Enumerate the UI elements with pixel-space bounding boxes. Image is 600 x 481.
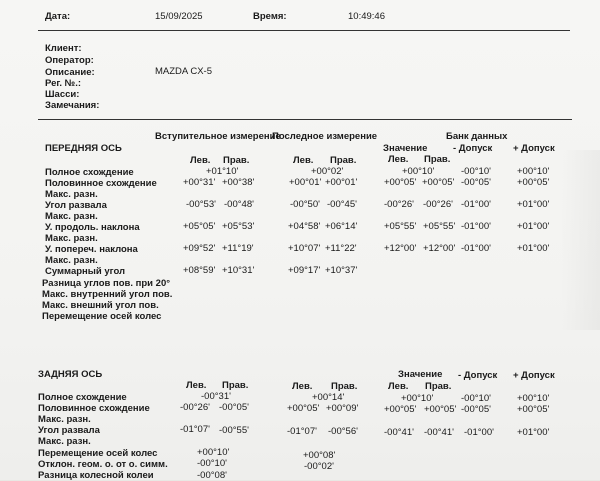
rear-total-toe-init: -00°31' [201, 391, 231, 402]
info-divider [38, 119, 572, 120]
remarks-label: Замечания: [45, 100, 100, 111]
front-db-minus-heading: - Допуск [453, 143, 493, 154]
front-half-toe-label: Половинное схождение [45, 178, 157, 189]
front-max-diff-label: Макс. разн. [45, 255, 98, 266]
front-camber-db-plus: +01°00' [517, 199, 550, 210]
front-caster-init-left: +05°05' [183, 221, 216, 232]
rear-db-right-heading: Прав. [425, 381, 452, 392]
reg-no-label: Рег. №.: [45, 78, 82, 89]
rear-half-toe-db-left: +00°05' [384, 404, 417, 415]
front-max-diff-label: Макс. разн. [45, 211, 98, 222]
front-half-toe-last-left: +00°01' [289, 177, 322, 188]
front-camber-init-right: -00°48' [224, 199, 254, 210]
front-axle-offset-label: Перемещение осей колес [42, 311, 162, 322]
rear-half-toe-init-right: -00°05' [219, 402, 249, 413]
rear-half-toe-label: Половинное схождение [38, 403, 150, 414]
front-max-diff-label: Макс. разн. [45, 189, 98, 200]
front-total-toe-db-plus: +00°10' [517, 166, 550, 177]
rear-camber-last-left: -01°07' [287, 426, 317, 437]
front-toe-out-turns-label: Разница углов пов. при 20° [42, 278, 171, 289]
front-init-left-heading: Лев. [190, 155, 211, 166]
front-included-init-right: +10°31' [222, 265, 255, 276]
rear-wheelbase-diff-init: -00°08' [197, 470, 227, 481]
rear-half-toe-db-minus: -00°05' [461, 404, 491, 415]
time-label: Время: [253, 11, 287, 22]
front-included-init-left: +08°59' [183, 265, 216, 276]
rear-thrust-angle-last: -00°02' [304, 461, 334, 472]
front-sai-last-right: +11°22' [325, 243, 357, 254]
front-half-toe-last-right: +00°01' [325, 177, 358, 188]
client-label: Клиент: [45, 43, 82, 54]
rear-db-minus-heading: - Допуск [458, 370, 498, 381]
front-caster-db-plus: +01°00' [517, 221, 550, 232]
front-total-toe-db-value: +00°10' [402, 166, 435, 177]
front-caster-db-minus: -01°00' [461, 221, 491, 232]
time-value: 10:49:46 [348, 11, 385, 22]
front-sai-db-minus: -01°00' [461, 243, 491, 254]
rear-axle-offset-last: +00°08' [303, 450, 336, 461]
front-sai-db-plus: +01°00' [517, 243, 550, 254]
header-divider [38, 30, 570, 31]
front-camber-db-minus: -01°00' [461, 199, 491, 210]
front-sai-db-left: +12°00' [384, 243, 417, 254]
rear-thrust-angle-init: -00°10' [197, 458, 227, 469]
rear-total-toe-db-plus: +00°10' [517, 393, 550, 404]
rear-max-diff-label: Макс. разн. [38, 414, 91, 425]
rear-axle-offset-label: Перемещение осей колес [38, 448, 158, 459]
rear-db-left-heading: Лев. [388, 381, 409, 392]
rear-thrust-angle-label: Отклон. геом. о. от о. симм. [38, 459, 168, 470]
front-db-left-heading: Лев. [388, 154, 409, 165]
front-camber-last-right: -00°45' [327, 199, 357, 210]
front-last-left-heading: Лев. [293, 155, 314, 166]
front-camber-label: Угол развала [45, 200, 107, 211]
front-last-right-heading: Прав. [330, 155, 357, 166]
date-label: Дата: [45, 11, 71, 22]
front-db-right-heading: Прав. [424, 154, 451, 165]
rear-half-toe-last-left: +00°05' [287, 403, 320, 414]
description-value: MAZDA CX-5 [155, 66, 213, 77]
front-half-toe-db-minus: -00°05' [461, 177, 491, 188]
front-axle-heading: ПЕРЕДНЯЯ ОСЬ [45, 143, 122, 154]
front-half-toe-db-left: +00°05' [384, 177, 417, 188]
front-caster-last-right: +06°14' [325, 221, 358, 232]
rear-half-toe-last-right: +00°09' [326, 403, 359, 414]
rear-camber-db-minus: -01°00' [464, 427, 494, 438]
rear-total-toe-label: Полное схождение [38, 392, 127, 403]
rear-half-toe-db-right: +00°05' [424, 404, 457, 415]
rear-axle-heading: ЗАДНЯЯ ОСЬ [38, 369, 103, 380]
rear-camber-db-plus: +01°00' [517, 427, 550, 438]
front-max-diff-label: Макс. разн. [45, 233, 98, 244]
database-heading: Банк данных [446, 131, 508, 142]
initial-measurement-heading: Вступительное измерение [155, 131, 281, 142]
front-caster-db-right: +05°55' [423, 221, 456, 232]
front-db-value-heading: Значение [383, 143, 428, 154]
rear-camber-init-right: -00°55' [219, 425, 249, 436]
rear-last-right-heading: Прав. [331, 381, 358, 392]
rear-camber-last-right: -00°56' [328, 426, 358, 437]
front-sai-label: У. попереч. наклона [45, 244, 138, 255]
front-camber-init-left: -00°53' [186, 199, 216, 210]
description-label: Описание: [45, 67, 95, 78]
rear-db-value-heading: Значение [398, 369, 443, 380]
front-caster-label: У. продоль. наклона [45, 222, 140, 233]
paper-shadow [560, 150, 600, 330]
front-caster-init-right: +05°53' [222, 221, 255, 232]
front-sai-init-left: +09°52' [183, 243, 216, 254]
front-total-toe-label: Полное схождение [45, 167, 134, 178]
front-caster-db-left: +05°55' [384, 221, 417, 232]
front-sai-init-right: +11°19' [222, 243, 254, 254]
front-sai-last-left: +10°07' [288, 243, 321, 254]
front-camber-db-left: -00°26' [384, 199, 414, 210]
rear-wheelbase-diff-label: Разница колесной колеи [38, 470, 154, 481]
front-init-right-heading: Прав. [223, 155, 250, 166]
front-camber-db-right: -00°26' [423, 199, 453, 210]
front-camber-last-left: -00°50' [290, 199, 320, 210]
rear-camber-db-right: -00°41' [424, 427, 454, 438]
rear-camber-init-left: -01°07' [180, 424, 210, 435]
front-max-inner-label: Макс. внутренний угол пов. [42, 289, 173, 300]
front-included-last-right: +10°37' [325, 265, 358, 276]
front-half-toe-init-left: +00°31' [183, 177, 216, 188]
front-included-angle-label: Суммарный угол [45, 266, 126, 277]
operator-label: Оператор: [45, 55, 94, 66]
front-db-plus-heading: + Допуск [513, 143, 555, 154]
rear-axle-offset-init: +00°10' [197, 447, 230, 458]
chassis-label: Шасси: [45, 89, 80, 100]
rear-half-toe-init-left: -00°26' [180, 402, 210, 413]
rear-total-toe-db-minus: -00°10' [461, 393, 491, 404]
front-half-toe-init-right: +00°38' [222, 177, 255, 188]
last-measurement-heading: Последное измерение [272, 131, 378, 142]
front-total-toe-init: +01°10' [206, 166, 239, 177]
rear-half-toe-db-plus: +00°05' [517, 404, 550, 415]
rear-max-diff-label: Макс. разн. [38, 436, 91, 447]
front-half-toe-db-plus: +00°05' [517, 177, 550, 188]
front-half-toe-db-right: +00°05' [422, 177, 455, 188]
front-caster-last-left: +04°58' [288, 221, 321, 232]
rear-camber-db-left: -00°41' [384, 427, 414, 438]
front-sai-db-right: +12°00' [423, 243, 456, 254]
date-value: 15/09/2025 [155, 11, 203, 22]
rear-init-right-heading: Прав. [222, 380, 249, 391]
front-max-outer-label: Макс. внешний угол пов. [42, 300, 159, 311]
rear-camber-label: Угол развала [38, 425, 100, 436]
rear-last-left-heading: Лев. [292, 381, 313, 392]
front-total-toe-db-minus: -00°10' [461, 166, 491, 177]
rear-total-toe-db-value: +00°10' [401, 393, 434, 404]
front-included-last-left: +09°17' [288, 265, 321, 276]
rear-init-left-heading: Лев. [186, 380, 207, 391]
rear-db-plus-heading: + Допуск [513, 370, 555, 381]
front-total-toe-last: +00°02' [311, 166, 344, 177]
rear-total-toe-last: +00°14' [312, 392, 345, 403]
